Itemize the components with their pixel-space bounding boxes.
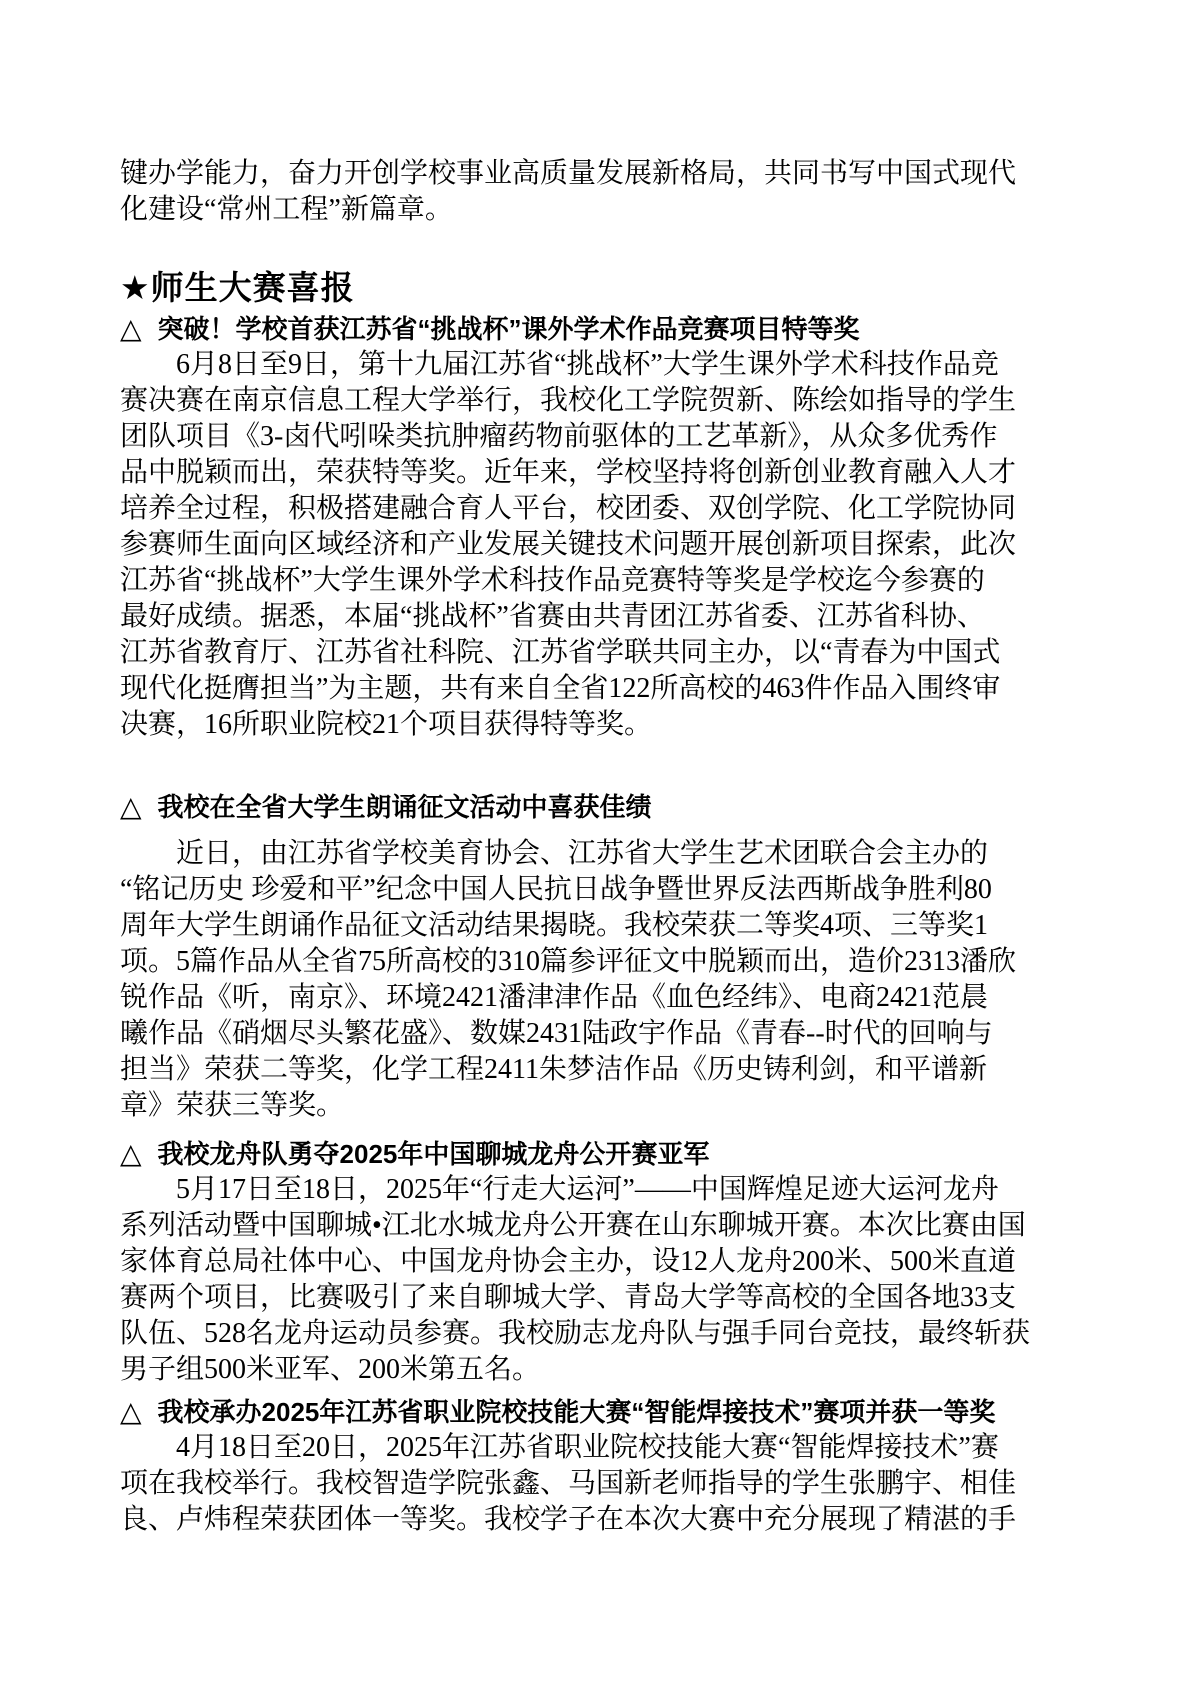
text-line: 化建设“常州工程”新篇章。 — [120, 194, 453, 225]
text-line: 项在我校举行。我校智造学院张鑫、马国新老师指导的学生张鹏宇、相佳 — [120, 1468, 1017, 1499]
news-item-heading — [120, 311, 1075, 347]
text-line: 团队项目《3-卤代吲哚类抗肿瘤药物前驱体的工艺革新》，从众多优秀作 — [120, 421, 998, 452]
news-item-welding-skills — [120, 1394, 1075, 1538]
text-line: 队伍、528名龙舟运动员参赛。我校励志龙舟队与强手同台竞技，最终斩获 — [120, 1318, 1031, 1349]
text-line: 培养全过程，积极搭建融合育人平台，校团委、双创学院、化工学院协同 — [120, 493, 1017, 524]
text-line: 近日，由江苏省学校美育协会、江苏省大学生艺术团联合会主办的 — [120, 838, 989, 869]
text-line: 现代化挺膺担当”为主题，共有来自全省122所高校的463件作品入围终审 — [120, 673, 1001, 704]
triangle-marker: △ — [120, 313, 142, 344]
news-item-challenge-cup — [120, 311, 1075, 743]
text-line: 系列活动暨中国聊城•江北水城龙舟公开赛在山东聊城开赛。本次比赛由国 — [120, 1210, 1026, 1241]
text-line: 男子组500米亚军、200米第五名。 — [120, 1354, 541, 1385]
text-line: 参赛师生面向区域经济和产业发展关键技术问题开展创新项目探索，此次 — [120, 529, 1017, 560]
news-item-body — [120, 836, 1075, 1124]
news-item-title: 突破！学校首获江苏省“挑战杯”课外学术作品竞赛项目特等奖 — [157, 314, 860, 344]
news-item-dragon-boat — [120, 1136, 1075, 1388]
text-line: 品中脱颖而出，荣获特等奖。近年来，学校坚持将创新创业教育融入人才 — [120, 457, 1017, 488]
triangle-marker: △ — [120, 1396, 142, 1427]
text-line: 5月17日至18日，2025年“行走大运河”——中国辉煌足迹大运河龙舟 — [120, 1174, 999, 1205]
news-item-body — [120, 1172, 1075, 1388]
document-content — [120, 156, 1075, 1538]
intro-paragraph — [120, 156, 1075, 228]
text-line: 赛两个项目，比赛吸引了来自聊城大学、青岛大学等高校的全国各地33支 — [120, 1282, 1017, 1313]
news-item-heading — [120, 1394, 1075, 1430]
text-line: 江苏省“挑战杯”大学生课外学术科技作品竞赛特等奖是学校迄今参赛的 — [120, 565, 985, 596]
news-item-title: 我校龙舟队勇夺2025年中国聊城龙舟公开赛亚军 — [157, 1139, 710, 1169]
text-line: 锐作品《听，南京》、环境2421潘津津作品《血色经纬》、电商2421范晨 — [120, 982, 989, 1013]
text-line: 决赛，16所职业院校21个项目获得特等奖。 — [120, 709, 653, 740]
news-item-heading — [120, 789, 1075, 825]
text-line: 良、卢炜程荣获团体一等奖。我校学子在本次大赛中充分展现了精湛的手 — [120, 1504, 1017, 1535]
text-line: 6月8日至9日，第十九届江苏省“挑战杯”大学生课外学术科技作品竞 — [120, 349, 999, 380]
triangle-marker: △ — [120, 1138, 142, 1169]
text-line: 江苏省教育厅、江苏省社科院、江苏省学联共同主办，以“青春为中国式 — [120, 637, 1001, 668]
text-line: 4月18日至20日，2025年江苏省职业院校技能大赛“智能焊接技术”赛 — [120, 1432, 999, 1463]
text-line: 担当》荣获二等奖，化学工程2411朱梦洁作品《历史铸利剑，和平谱新 — [120, 1054, 987, 1085]
text-line: 键办学能力，奋力开创学校事业高质量发展新格局，共同书写中国式现代 — [120, 158, 1017, 189]
text-line: 赛决赛在南京信息工程大学举行，我校化工学院贺新、陈绘如指导的学生 — [120, 385, 1017, 416]
text-line: 项。5篇作品从全省75所高校的310篇参评征文中脱颖而出，造价2313潘欣 — [120, 946, 1017, 977]
text-line: “铭记历史 珍爱和平”纪念中国人民抗日战争暨世界反法西斯战争胜利80 — [120, 874, 992, 905]
news-item-recitation-essay — [120, 789, 1075, 1124]
text-line: 曦作品《硝烟尽头繁花盛》、数媒2431陆政宇作品《青春--时代的回响与 — [120, 1018, 993, 1049]
news-item-title: 我校在全省大学生朗诵征文活动中喜获佳绩 — [157, 792, 652, 822]
news-item-body — [120, 347, 1075, 743]
section-title: ★师生大赛喜报 — [120, 269, 355, 306]
text-line: 章》荣获三等奖。 — [120, 1090, 345, 1121]
triangle-marker: △ — [120, 791, 142, 822]
news-item-title: 我校承办2025年江苏省职业院校技能大赛“智能焊接技术”赛项并获一等奖 — [157, 1397, 996, 1427]
text-line: 最好成绩。据悉，本届“挑战杯”省赛由共青团江苏省委、江苏省科协、 — [120, 601, 985, 632]
text-line: 家体育总局社体中心、中国龙舟协会主办，设12人龙舟200米、500米直道 — [120, 1246, 1017, 1277]
news-item-heading — [120, 1136, 1075, 1172]
news-item-body — [120, 1430, 1075, 1538]
text-line: 周年大学生朗诵作品征文活动结果揭晓。我校荣获二等奖4项、三等奖1 — [120, 910, 989, 941]
